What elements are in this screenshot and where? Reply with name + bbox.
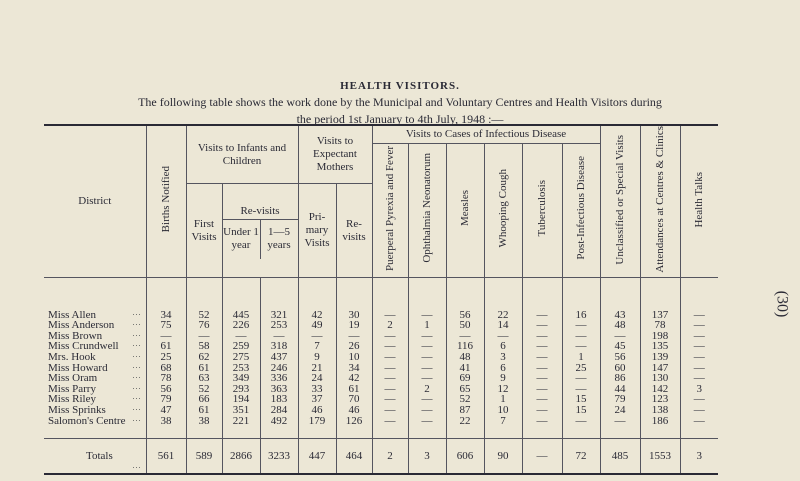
table-cell: 123 xyxy=(640,394,680,405)
table-cell: 15 xyxy=(562,405,600,416)
table-cell: — xyxy=(522,394,562,405)
table-cell: 9 xyxy=(298,352,336,363)
table-cell: 61 xyxy=(146,341,186,352)
district-name: Miss Riley ... xyxy=(44,394,146,405)
table-body xyxy=(44,277,718,474)
table-cell xyxy=(408,426,446,439)
table-cell: 26 xyxy=(336,341,372,352)
table-cell: 63 xyxy=(186,373,222,384)
table-cell: — xyxy=(600,331,640,342)
table-cell: 3 xyxy=(680,439,718,475)
table-cell xyxy=(298,277,336,310)
table-cell: — xyxy=(562,331,600,342)
table-cell: 42 xyxy=(336,373,372,384)
table-cell xyxy=(446,426,484,439)
table-cell: 7 xyxy=(484,416,522,427)
table-cell: — xyxy=(522,310,562,321)
table-cell: 66 xyxy=(186,394,222,405)
table-cell: — xyxy=(372,416,408,427)
table-cell: 3233 xyxy=(260,439,298,475)
table-row xyxy=(44,277,718,310)
intro-text xyxy=(0,94,800,128)
table-cell: — xyxy=(522,320,562,331)
table-cell: 2 xyxy=(408,384,446,395)
table-cell: — xyxy=(372,341,408,352)
table-cell: — xyxy=(522,405,562,416)
table-cell xyxy=(522,277,562,310)
district-name: Miss Parry ... xyxy=(44,384,146,395)
table-cell: 49 xyxy=(298,320,336,331)
table-cell xyxy=(146,277,186,310)
table-cell: 41 xyxy=(446,363,484,374)
table-cell: — xyxy=(680,320,718,331)
table-cell xyxy=(640,426,680,439)
table-cell: — xyxy=(522,341,562,352)
header-first-visits: First Visits xyxy=(186,184,222,277)
table-cell: 284 xyxy=(260,405,298,416)
table-cell: 25 xyxy=(146,352,186,363)
table-cell: 130 xyxy=(640,373,680,384)
table-cell: 194 xyxy=(222,394,260,405)
table-cell: 142 xyxy=(640,384,680,395)
table-cell: 253 xyxy=(222,363,260,374)
table-cell: 485 xyxy=(600,439,640,475)
table-cell: 22 xyxy=(484,310,522,321)
table-cell: — xyxy=(372,310,408,321)
table-cell: 321 xyxy=(260,310,298,321)
table-cell: — xyxy=(446,331,484,342)
table-cell xyxy=(372,277,408,310)
table-cell: — xyxy=(408,363,446,374)
district-name: Miss Anderson ... xyxy=(44,320,146,331)
table-cell: — xyxy=(484,331,522,342)
table-cell: 33 xyxy=(298,384,336,395)
district-name: Mrs. Hook ... xyxy=(44,352,146,363)
table-cell: — xyxy=(600,416,640,427)
header-measles: Measles xyxy=(446,143,484,277)
table-cell xyxy=(146,426,186,439)
table-cell: 45 xyxy=(600,341,640,352)
table-cell: 47 xyxy=(146,405,186,416)
table-cell: 179 xyxy=(298,416,336,427)
table-cell: 78 xyxy=(640,320,680,331)
table-cell: 44 xyxy=(600,384,640,395)
header-infectious-group: Visits to Cases of Infectious Disease xyxy=(372,125,600,143)
table-cell: 72 xyxy=(562,439,600,475)
table-cell: 42 xyxy=(298,310,336,321)
table-cell: 561 xyxy=(146,439,186,475)
table-cell: 61 xyxy=(336,384,372,395)
table-cell: — xyxy=(680,341,718,352)
page-heading: HEALTH VISITORS. xyxy=(340,80,460,92)
table-cell: — xyxy=(372,405,408,416)
table-cell: 75 xyxy=(146,320,186,331)
table-cell: 1553 xyxy=(640,439,680,475)
page-number: (30) xyxy=(773,290,791,318)
table-cell: — xyxy=(408,394,446,405)
table-cell: 447 xyxy=(298,439,336,475)
table-cell: 19 xyxy=(336,320,372,331)
table-cell xyxy=(600,277,640,310)
table-cell: 2866 xyxy=(222,439,260,475)
header-expectant-group: Visits to Expectant Mothers xyxy=(298,125,372,184)
table-cell: 349 xyxy=(222,373,260,384)
table-cell: — xyxy=(680,331,718,342)
table-cell: — xyxy=(680,416,718,427)
table-cell: 16 xyxy=(562,310,600,321)
table-cell: 61 xyxy=(186,405,222,416)
table-cell: — xyxy=(522,439,562,475)
header-unclassified: Unclassified or Special Visits xyxy=(600,125,640,277)
table-cell: 43 xyxy=(600,310,640,321)
table-cell xyxy=(222,426,260,439)
table-cell: 183 xyxy=(260,394,298,405)
table-cell: 58 xyxy=(186,341,222,352)
header-infants-group: Visits to Infants and Children xyxy=(186,125,298,184)
table-cell: 6 xyxy=(484,363,522,374)
table-cell xyxy=(562,426,600,439)
table-cell xyxy=(372,426,408,439)
table-cell: 3 xyxy=(680,384,718,395)
table-cell xyxy=(186,277,222,310)
table-cell: 137 xyxy=(640,310,680,321)
header-re-visits: Re- visits xyxy=(336,184,372,277)
table-cell xyxy=(186,426,222,439)
table-cell: 34 xyxy=(336,363,372,374)
table-cell: — xyxy=(408,331,446,342)
table-cell: 65 xyxy=(446,384,484,395)
table-cell xyxy=(408,277,446,310)
district-name: Miss Brown ... xyxy=(44,331,146,342)
table-cell: 76 xyxy=(186,320,222,331)
table-cell: — xyxy=(372,373,408,384)
table-cell: 52 xyxy=(186,310,222,321)
table-cell: 1 xyxy=(484,394,522,405)
district-name: Miss Oram ... xyxy=(44,373,146,384)
table-cell: 138 xyxy=(640,405,680,416)
table-cell: 52 xyxy=(186,384,222,395)
table-cell xyxy=(336,426,372,439)
table-cell: — xyxy=(562,384,600,395)
table-cell: 14 xyxy=(484,320,522,331)
table-cell: — xyxy=(372,331,408,342)
table-cell: 52 xyxy=(446,394,484,405)
table-cell: — xyxy=(680,352,718,363)
table-cell: — xyxy=(408,352,446,363)
table-cell: 445 xyxy=(222,310,260,321)
table-cell: — xyxy=(222,331,260,342)
header-births: Births Notified xyxy=(146,125,186,277)
table-cell: 253 xyxy=(260,320,298,331)
district-name xyxy=(44,277,146,310)
totals-row xyxy=(44,439,718,475)
table-cell: 79 xyxy=(146,394,186,405)
table-cell: — xyxy=(562,416,600,427)
table-cell xyxy=(260,277,298,310)
table-cell: 21 xyxy=(298,363,336,374)
district-name: Miss Howard ... xyxy=(44,363,146,374)
table-cell: 139 xyxy=(640,352,680,363)
intro-line-1: The following table shows the work done by the Municipal and Voluntary Centres and Health Visitors during xyxy=(138,95,662,109)
table-cell: 86 xyxy=(600,373,640,384)
table-cell: — xyxy=(408,405,446,416)
table-cell: 2 xyxy=(372,439,408,475)
table-cell: 198 xyxy=(640,331,680,342)
table-cell: 6 xyxy=(484,341,522,352)
table-cell xyxy=(222,277,260,310)
table-cell: 56 xyxy=(146,384,186,395)
table-cell: 10 xyxy=(336,352,372,363)
table-cell: 259 xyxy=(222,341,260,352)
table-cell: 78 xyxy=(146,373,186,384)
table-cell: — xyxy=(298,331,336,342)
table-cell: — xyxy=(562,341,600,352)
table-cell: — xyxy=(372,363,408,374)
intro-line-2: the period 1st January to 4th July, 1948 :— xyxy=(296,112,504,126)
table-cell xyxy=(298,426,336,439)
table-cell: 589 xyxy=(186,439,222,475)
table-cell: 46 xyxy=(298,405,336,416)
table-cell: — xyxy=(408,373,446,384)
table-cell: 606 xyxy=(446,439,484,475)
table-cell: 12 xyxy=(484,384,522,395)
table-cell: 61 xyxy=(186,363,222,374)
table-cell xyxy=(600,426,640,439)
table-cell: 351 xyxy=(222,405,260,416)
table-cell: 492 xyxy=(260,416,298,427)
header-one-five: 1—5 years xyxy=(267,226,291,252)
table-cell: 90 xyxy=(484,439,522,475)
table-cell: — xyxy=(680,394,718,405)
table-cell: 56 xyxy=(600,352,640,363)
table-cell: 38 xyxy=(186,416,222,427)
table-cell: 24 xyxy=(600,405,640,416)
table-cell: 9 xyxy=(484,373,522,384)
table-cell xyxy=(484,426,522,439)
table-cell: 46 xyxy=(336,405,372,416)
table-cell: 135 xyxy=(640,341,680,352)
district-name: Salomon's Centre ... xyxy=(44,416,146,427)
table-cell: — xyxy=(408,310,446,321)
table-cell: 318 xyxy=(260,341,298,352)
table-cell: — xyxy=(522,416,562,427)
table-cell: — xyxy=(522,363,562,374)
table-cell: 293 xyxy=(222,384,260,395)
table-row xyxy=(44,405,718,416)
header-district: District xyxy=(44,125,146,277)
header-revisits: Re-visits xyxy=(223,203,298,220)
table-cell xyxy=(522,426,562,439)
header-health-talks: Health Talks xyxy=(680,125,718,277)
table-cell: 22 xyxy=(446,416,484,427)
table-cell: 48 xyxy=(446,352,484,363)
table-row xyxy=(44,426,718,439)
table-cell xyxy=(680,426,718,439)
header-ophthalmia: Ophthalmia Neonatorum xyxy=(408,143,446,277)
table-cell: — xyxy=(186,331,222,342)
table-cell: — xyxy=(408,416,446,427)
table-cell: — xyxy=(146,331,186,342)
header-primary: Pri- mary Visits xyxy=(298,184,336,277)
table-cell: 10 xyxy=(484,405,522,416)
table-cell: 7 xyxy=(298,341,336,352)
table-cell: 1 xyxy=(408,320,446,331)
table-cell: 147 xyxy=(640,363,680,374)
table-cell: 69 xyxy=(446,373,484,384)
table-cell: 50 xyxy=(446,320,484,331)
table-cell xyxy=(680,277,718,310)
table-cell: 37 xyxy=(298,394,336,405)
table-cell: 87 xyxy=(446,405,484,416)
header-puerperal: Puerperal Pyrexia and Fever xyxy=(372,143,408,277)
table-cell: 246 xyxy=(260,363,298,374)
table-cell: 226 xyxy=(222,320,260,331)
table-cell: — xyxy=(260,331,298,342)
table-cell: 15 xyxy=(562,394,600,405)
table-cell: 221 xyxy=(222,416,260,427)
table-cell: — xyxy=(680,373,718,384)
table-cell: 186 xyxy=(640,416,680,427)
table-cell: 79 xyxy=(600,394,640,405)
table-cell: — xyxy=(680,363,718,374)
table-cell: 38 xyxy=(146,416,186,427)
table-cell: — xyxy=(522,352,562,363)
district-name: Miss Sprinks ... xyxy=(44,405,146,416)
table-cell xyxy=(260,426,298,439)
table-cell: 126 xyxy=(336,416,372,427)
table-cell: 336 xyxy=(260,373,298,384)
table-cell: 70 xyxy=(336,394,372,405)
table-cell: — xyxy=(562,320,600,331)
header-under1: Under 1 year xyxy=(223,220,261,259)
table-cell: 437 xyxy=(260,352,298,363)
table-cell: — xyxy=(522,384,562,395)
table-cell: — xyxy=(522,373,562,384)
district-name xyxy=(44,426,146,439)
table-cell: 68 xyxy=(146,363,186,374)
totals-label: Totals ... xyxy=(44,439,146,475)
table-cell: — xyxy=(372,384,408,395)
district-name: Miss Allen ... xyxy=(44,310,146,321)
table-cell: 275 xyxy=(222,352,260,363)
table-cell: — xyxy=(680,310,718,321)
header-revisits-block xyxy=(222,184,298,277)
table-cell: 3 xyxy=(408,439,446,475)
table-cell: 464 xyxy=(336,439,372,475)
table-cell xyxy=(484,277,522,310)
table-cell: 30 xyxy=(336,310,372,321)
table-cell: — xyxy=(562,373,600,384)
table-cell xyxy=(446,277,484,310)
table-cell: 34 xyxy=(146,310,186,321)
table-cell: 56 xyxy=(446,310,484,321)
table-cell: 3 xyxy=(484,352,522,363)
table-cell: 1 xyxy=(562,352,600,363)
header-attendances: Attendances at Centres & Clinics xyxy=(640,125,680,277)
table-cell: 2 xyxy=(372,320,408,331)
table-cell: — xyxy=(408,341,446,352)
district-name: Miss Crundwell ... xyxy=(44,341,146,352)
table-cell: — xyxy=(336,331,372,342)
header-tuberculosis: Tuberculosis xyxy=(522,143,562,277)
header-post-infectious: Post-Infectious Disease xyxy=(562,143,600,277)
table-cell: — xyxy=(372,394,408,405)
health-visitors-table xyxy=(44,124,718,475)
table-cell: — xyxy=(522,331,562,342)
header-whooping: Whooping Cough xyxy=(484,143,522,277)
table-cell xyxy=(336,277,372,310)
table-cell: — xyxy=(372,352,408,363)
table-cell: 363 xyxy=(260,384,298,395)
table-cell xyxy=(562,277,600,310)
table-cell: 116 xyxy=(446,341,484,352)
table-row xyxy=(44,416,718,427)
table-cell xyxy=(640,277,680,310)
table-cell: 24 xyxy=(298,373,336,384)
table-cell: — xyxy=(680,405,718,416)
table-cell: 62 xyxy=(186,352,222,363)
table-cell: 25 xyxy=(562,363,600,374)
table-cell: 60 xyxy=(600,363,640,374)
table-cell: 48 xyxy=(600,320,640,331)
